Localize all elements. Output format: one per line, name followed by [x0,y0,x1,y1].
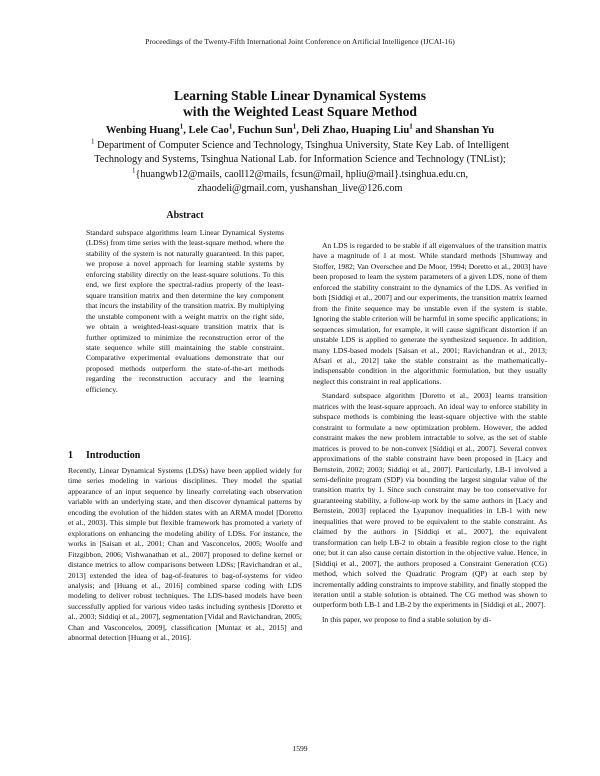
proceedings-header: Proceedings of the Twenty-Fifth International Joint Conference on Artificial Intelligence (IJCAI-16) [145,37,455,46]
author-text: and Shanshan Yu [412,125,495,136]
affiliation-sup: 1 [91,137,95,146]
intro-paragraph: Recently, Linear Dynamical Systems (LDSs) have been applied widely for time series modeling in various disciplines. They model the spatial appearance of an input sequence by linearly correlating each observation variable with an underlying state, and then discover dynamical patterns by encoding the evolution of the hidden states with an ARMA model [Doretto et al., 2003]. This simple but flexible framework has promoted a variety of explorations on enhancing the modeling ability of LDSs. For instance, the works in [Saisan et al., 2001; Chan and Vasconcelos, 2005; Woolfe and Fitzgibbon, 2006; Vishwanathan et al., 2007] proposed to define kernel or distance metrics to allow comparisons between LDSs; [Ravichandran et al., 2013] extended the idea of bag-of-features to bag-of-systems for video analysis; and [Huang et al., 2016] combined sparse coding with LDS modeling to deliver robust techniques. The LDS-based models have been successfully applied for various video tasks including synthesis [Doretto et al., 2003; Siddiqi et al., 2007], segmentation [Vidal and Ravichandran, 2005; Chan and Vasconcelos, 2009], classification [Muntaz et al., 2015] and abnormal detection [Huang et al., 2016]. [68,466,302,643]
email-text: {huangwb12@mails, caoll12@mails, fcsun@mail, hpliu@mail}.tsinghua.edu.cn, [135,168,468,180]
author-text: , Fuchun Sun [232,125,293,136]
email-line-2: zhaodeli@gmail.com, yushanshan_live@126.com [197,183,403,195]
affiliation [0,139,600,197]
author-list [0,122,600,136]
introduction-body [68,466,302,644]
abstract-heading: Abstract [166,210,204,221]
email-sup: 1 [131,166,136,175]
author-sup: 1 [228,122,233,131]
author-sup: 1 [179,122,184,131]
paper-title [0,88,600,120]
right-paragraph-2: Standard subspace algorithm [Doretto et al., 2003] learns transition matrices with the least-square approach. An ideal way to enforce stability in subspace methods is combining the least-square objective with the stable constraint to formulate a new optimization problem. However, the added constraint makes the new problem intractable to solve, as the set of stable matrices is proved to be non-convex [Siddiqi et al., 2007]. Several convex approximations of the stable constraint have been proposed in [Lacy and Bernstein, 2002; 2003; Siddiqi et al., 2007]. Particularly, LB-1 involved a semi-definite program (SDP) via bounding the largest singular value of the transition matrix by 1. Since such constraint may be too conservative for guaranteeing stability, a follow-up work by the same authors in [Lacy and Bernstein, 2003] replaced the Lyapunov inequalities in LB-1 with new inequalities that were proved to be equivalent to the stable constraint. As claimed by the authors in [Siddiqi et al., 2007], the equivalent transformation can help LB-2 to obtain a feasible region close to the right one; but it can also cause certain distortion in the objective value. Hence, in [Siddiqi et al., 2007], the authors proposed a Constraint Generation (CG) method, which solved the Quadratic Program (QP) at each step by incrementally adding constraints to improve stability, and finally stopped the iteration until a stable solution is obtained. The CG method was shown to outperform both LB-1 and LB-2 by the experiments in [Siddiqi et al., 2007]. [313,391,547,610]
section-number: 1 [68,450,73,461]
affiliation-line-1 [0,139,600,153]
abstract-body [86,228,284,395]
author-sup: 1 [292,122,297,131]
section-title: Introduction [86,450,141,461]
affiliation-line-2: Technology and Systems, Tsinghua National Lab. for Information Science and Technology (TNList); [94,154,506,166]
affiliation-text: Department of Computer Science and Technology, Tsinghua University, State Key Lab. of Intelligent [94,140,509,151]
author-text: Wenbing Huang [105,125,180,136]
abstract-text: Standard subspace algorithms learn Linear Dynamical Systems (LDSs) from time series with the least-square method, where the stability of the system is not naturally guaranteed. In this paper, we propose a novel approach for learning stable systems by enforcing stability directly on the least-square solutions. To this end, we first explore the spectral-radius property of the least-square transition matrix and then determine the key component that incurs the instability of the transition matrix. By multiplying the unstable component with a weight matrix on the right side, we obtain a weighted-least-square transition matrix that is further optimized to minimize the reconstruction error of the state sequence while still maintaining the stable constraint. Comparative experimental evaluations demonstrate that our proposed methods outperform the state-of-the-art methods regarding the reconstruction accuracy and the learning efficiency. [86,228,284,394]
right-paragraph-1: An LDS is regarded to be stable if all eigenvalues of the transition matrix have a magnitude of 1 at most. While standard methods [Shumway and Stoffer, 1982; Van Overschee and De Moor, 1994; Doretto et al., 2003] have been proposed to learn the system parameters of a given LDS, none of them enforced the stability constraint to the dynamics of the LDS. As verified in both [Siddiqi et al., 2007] and our experiments, the transition matrix learned from the finite sequence may be unstable even if the system is stable. Ignoring the stable criterion will be harmful in some specific applications; in sequences simulation, for example, it will cause significant distortion if an unstable LDS is applied to generate the synthesized sequence. In addition, many LDS-based models [Saisan et al., 2001; Ravichandran et al., 2013; Afsari et al., 2012] take the stable constraint as the mathematically-indispensable condition in the algorithmic formulation, but they usually neglect this constraint in real applications. [313,241,547,386]
author-text: , Deli Zhao, Huaping Liu [296,125,410,136]
right-paragraph-3: In this paper, we propose to find a stable solution by di- [322,614,492,624]
section-heading-introduction [68,450,140,461]
email-line-1 [0,168,600,182]
title-line-1: Learning Stable Linear Dynamical Systems [174,88,426,103]
right-column [313,241,547,625]
author-sup: 1 [409,122,413,131]
title-line-2: with the Weighted Least Square Method [182,104,417,119]
author-text: , Lele Cao [183,125,229,136]
page-number: 1599 [292,744,308,753]
